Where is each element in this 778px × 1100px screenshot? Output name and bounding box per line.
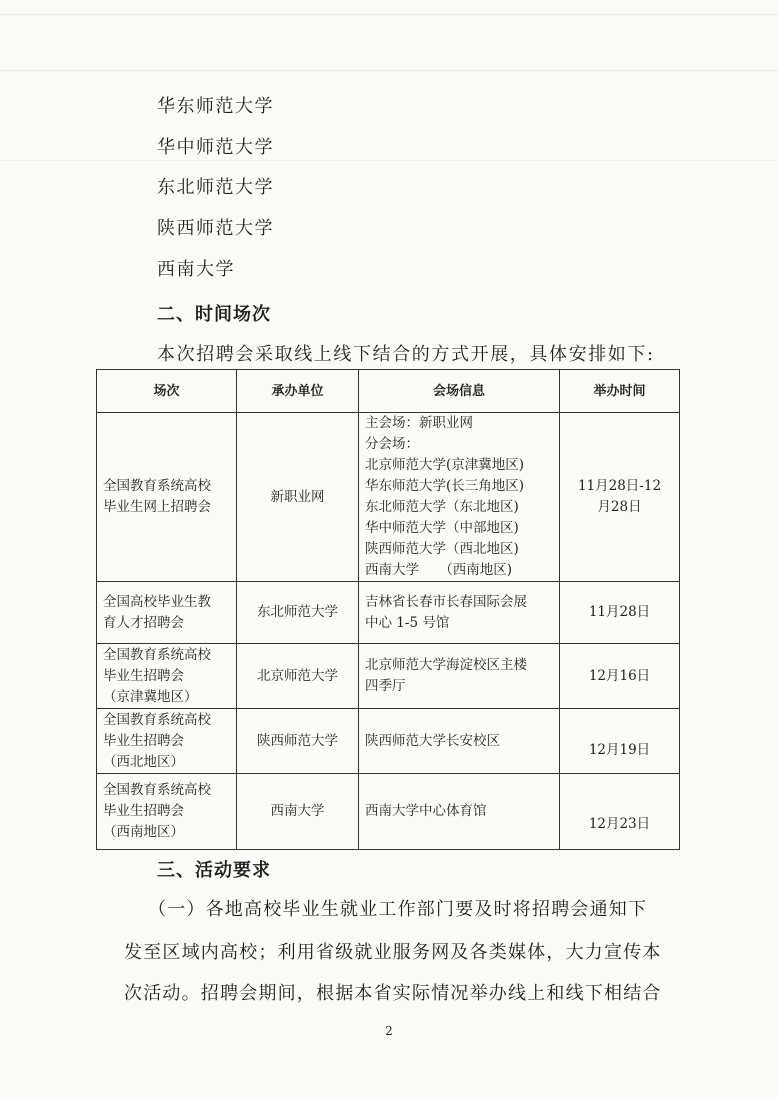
header-venue: 会场信息 [359,370,560,413]
session-line: 全国教育系统高校 [103,646,211,663]
paragraph-line: 次活动。招聘会期间，根据本省实际情况举办线上和线下相结合 [124,983,662,1004]
venue-cell [359,413,560,582]
time-line: 月28日 [597,499,642,515]
session-line: 全国教育系统高校 [103,478,211,494]
university-item: 西南大学 [157,259,235,280]
header-time: 举办时间 [560,370,680,413]
page-number: 2 [385,1024,393,1038]
session-line: 毕业生网上招聘会 [103,499,211,515]
venue-line: 华东师范大学(长三角地区) [365,478,525,494]
venue-cell: 西南大学中心体育馆 [359,774,560,850]
venue-line: 分会场： [365,436,419,452]
venue-line: 吉林省长春市长春国际会展 [365,593,527,610]
organizer-cell: 新职业网 [237,413,359,582]
schedule-table [96,369,680,850]
time-cell: 12月23日 [560,774,680,850]
venue-line: 主会场：新职业网 [365,415,473,431]
session-line: 毕业生招聘会 [103,803,184,819]
paragraph-line: （一）各地高校毕业生就业工作部门要及时将招聘会通知下 [148,899,648,920]
organizer-cell: 北京师范大学 [237,644,359,709]
session-line: （西北地区） [103,753,184,770]
session-cell [97,774,237,850]
table-row [97,582,680,644]
session-line: 育人才招聘会 [103,614,184,631]
schedule-intro: 本次招聘会采取线上线下结合的方式开展，具体安排如下: [157,344,655,365]
table-row [97,774,680,850]
organizer-cell: 东北师范大学 [237,582,359,644]
venue-cell: 陕西师范大学长安校区 [359,709,560,774]
header-session: 场次 [97,370,237,413]
session-line: 全国教育系统高校 [103,782,211,798]
organizer-cell: 陕西师范大学 [237,709,359,774]
paragraph-line: 发至区域内高校；利用省级就业服务网及各类媒体，大力宣传本 [124,942,662,963]
session-cell [97,709,237,774]
venue-cell [359,644,560,709]
table-row [97,413,680,582]
venue-line: 北京师范大学(京津冀地区) [365,457,525,473]
section-heading-schedule: 二、时间场次 [157,304,271,325]
venue-line: 东北师范大学（东北地区) [365,499,519,515]
scan-line [0,70,778,71]
time-cell: 11月28日 [560,582,680,644]
venue-line: 四季厅 [365,678,406,694]
session-line: 全国教育系统高校 [103,711,211,728]
venue-line: 华中师范大学（中部地区) [365,520,519,536]
university-item: 华东师范大学 [157,96,274,117]
session-line: 毕业生招聘会 [103,667,184,684]
university-item: 华中师范大学 [157,137,274,158]
venue-line: 陕西师范大学（西北地区) [365,541,519,557]
session-line: 毕业生招聘会 [103,732,184,749]
venue-line: 北京师范大学海淀校区主楼 [365,657,527,673]
time-cell: 12月19日 [560,709,680,774]
session-line: （京津冀地区） [103,688,198,705]
session-line: 全国高校毕业生教 [103,593,211,610]
venue-cell [359,582,560,644]
table-header-row [97,370,680,413]
organizer-cell: 西南大学 [237,774,359,850]
university-item: 东北师范大学 [157,177,274,198]
scan-line [0,160,778,161]
session-line: （西南地区） [103,824,184,840]
venue-line: 西南大学 （西南地区) [365,562,513,578]
scan-line [0,14,778,15]
header-organizer: 承办单位 [237,370,359,413]
time-line: 11月28日-12 [577,478,662,494]
session-cell [97,582,237,644]
university-item: 陕西师范大学 [157,218,274,239]
session-cell [97,644,237,709]
table-row [97,644,680,709]
table-row [97,709,680,774]
time-cell [560,413,680,582]
section-heading-requirements: 三、活动要求 [157,860,271,881]
time-cell: 12月16日 [560,644,680,709]
session-cell [97,413,237,582]
venue-line: 中心 1-5 号馆 [365,614,450,631]
